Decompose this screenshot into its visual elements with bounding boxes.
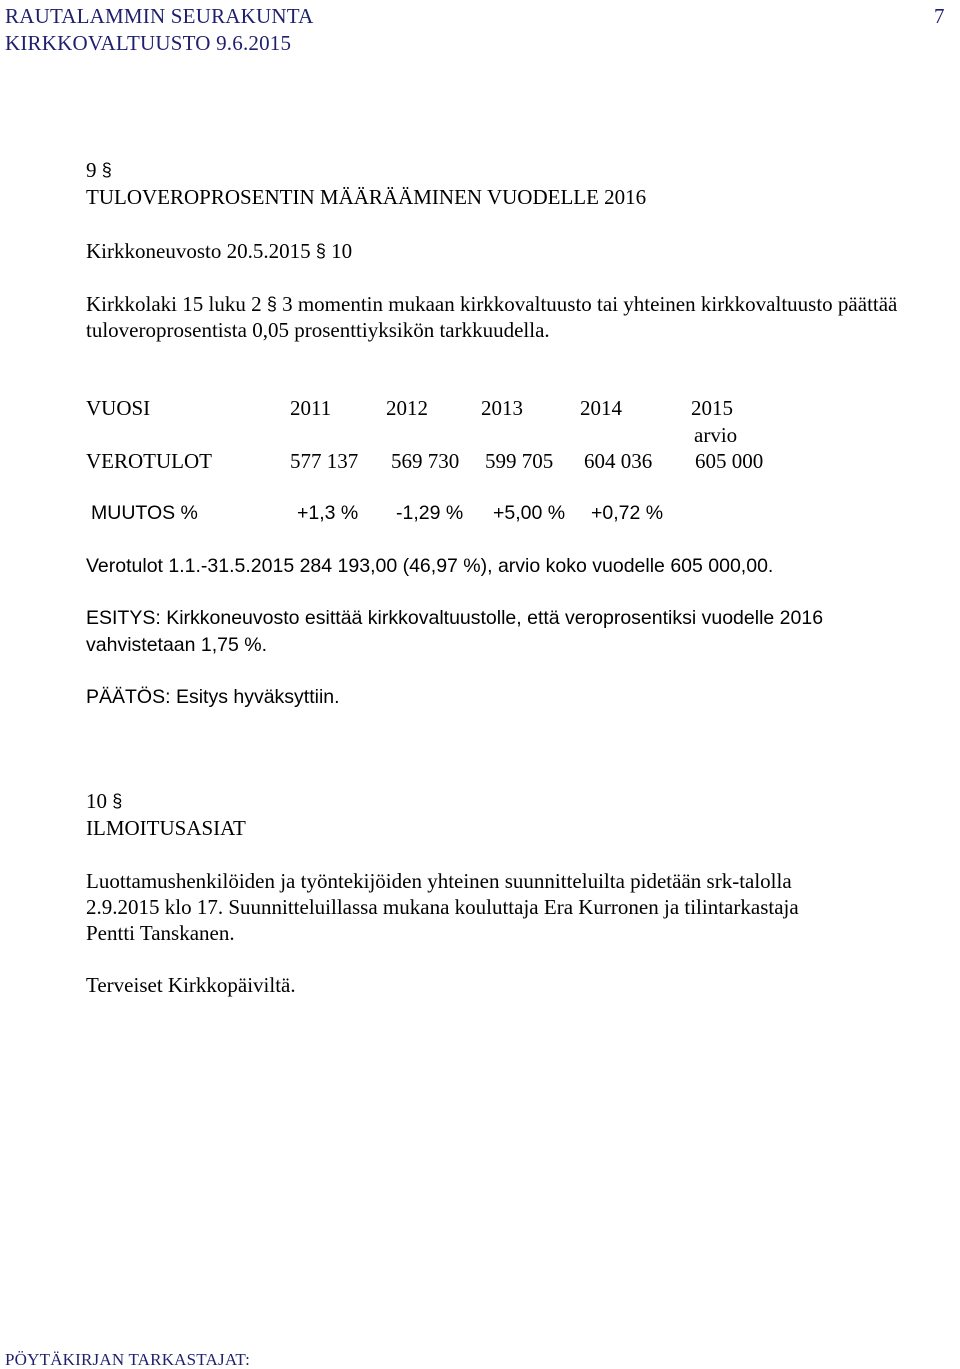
proposal-line-2: vahvistetaan 1,75 %. — [86, 634, 268, 656]
header-org: RAUTALAMMIN SEURAKUNTA — [5, 4, 314, 28]
table-year: 2014 — [580, 396, 622, 420]
law-text: 3 momentin mukaan kirkkovaltuusto tai yhteinen kirkkovaltuusto päättää — [282, 292, 898, 316]
notice-line-2: 2.9.2015 klo 17. Suunnitteluillassa mukana kouluttaja Era Kurronen ja tilintarkastaja — [86, 895, 799, 919]
table-revenue: 569 730 — [391, 449, 460, 473]
law-paragraph-line-1 — [86, 294, 897, 315]
table-change: +1,3 % — [297, 502, 359, 524]
greetings-line: Terveiset Kirkkopäiviltä. — [86, 973, 296, 997]
table-year: 2015 — [691, 396, 733, 420]
section-10-heading-number — [86, 791, 122, 812]
section-9-title: TULOVEROPROSENTIN MÄÄRÄÄMINEN VUODELLE 2016 — [86, 185, 647, 209]
board-reference-text: Kirkkoneuvosto 20.5.2015 — [86, 239, 311, 263]
proposal-line-1: ESITYS: Kirkkoneuvosto esittää kirkkovaltuustolle, että veroprosentiksi vuodelle 2016 — [86, 607, 824, 629]
table-change-label: MUUTOS % — [91, 502, 198, 524]
law-paragraph-line-2: tuloveroprosentista 0,05 prosenttiyksikön tarkkuudella. — [86, 318, 550, 342]
section-number: 9 — [86, 158, 97, 182]
board-reference-number: 10 — [331, 239, 353, 263]
section-sign-icon: § — [101, 160, 112, 180]
table-revenue: 604 036 — [584, 449, 653, 473]
footer-reviewers: PÖYTÄKIRJAN TARKASTAJAT: — [5, 1350, 251, 1369]
section-9-heading-number — [86, 160, 112, 181]
table-revenue: 599 705 — [485, 449, 554, 473]
table-revenue: 605 000 — [695, 449, 764, 473]
table-change: +5,00 % — [493, 502, 566, 524]
table-year: 2012 — [386, 396, 428, 420]
table-revenue-label: VEROTULOT — [86, 449, 212, 473]
table-change: +0,72 % — [591, 502, 664, 524]
section-10-title: ILMOITUSASIAT — [86, 816, 246, 840]
table-year: 2011 — [290, 396, 332, 420]
header-meeting: KIRKKOVALTUUSTO 9.6.2015 — [5, 31, 292, 55]
estimate-note: arvio — [694, 423, 738, 447]
law-text: Kirkkolaki 15 luku 2 — [86, 292, 262, 316]
decision: PÄÄTÖS: Esitys hyväksyttiin. — [86, 686, 340, 708]
notice-line-3: Pentti Tanskanen. — [86, 921, 235, 945]
section-sign-icon: § — [266, 294, 277, 314]
page-number: 7 — [934, 4, 945, 28]
section-sign-icon: § — [315, 241, 326, 261]
table-year-label: VUOSI — [86, 396, 151, 420]
revenue-summary: Verotulot 1.1.-31.5.2015 284 193,00 (46,97 %), arvio koko vuodelle 605 000,00. — [86, 555, 774, 577]
notice-line-1: Luottamushenkilöiden ja työntekijöiden yhteinen suunnitteluilta pidetään srk-talolla — [86, 869, 792, 893]
board-reference — [86, 241, 352, 262]
table-change: -1,29 % — [396, 502, 464, 524]
table-revenue: 577 137 — [290, 449, 359, 473]
section-sign-icon: § — [112, 791, 123, 811]
section-number: 10 — [86, 789, 107, 813]
table-year: 2013 — [481, 396, 523, 420]
